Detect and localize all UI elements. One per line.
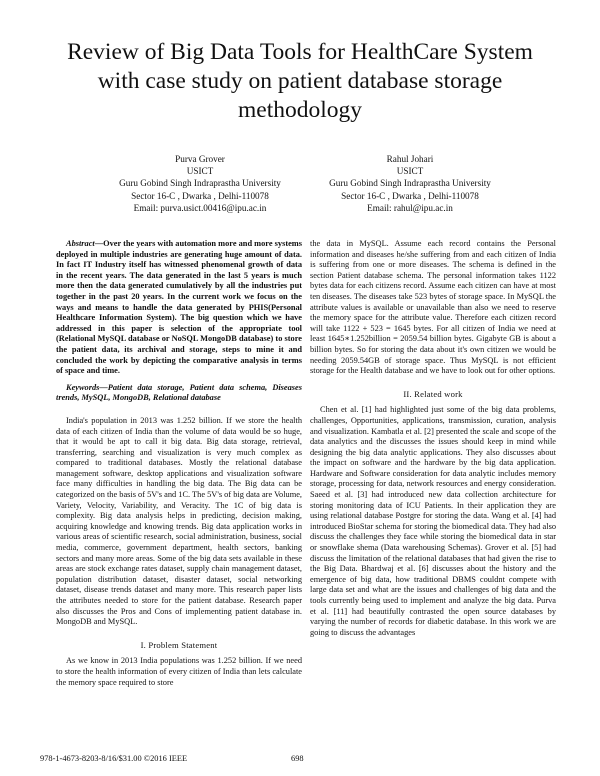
author-block-2 bbox=[290, 153, 530, 214]
right-column bbox=[310, 239, 556, 638]
author-org: USICT bbox=[396, 166, 424, 177]
problem-paragraph: As we know in 2013 India populations was 1.252 billion. If we need to store the health information of every citizen of India than lets calculate the memory space required to store bbox=[56, 656, 302, 687]
title-line-1: Review of Big Data Tools for HealthCare System bbox=[67, 39, 533, 65]
page-number: 698 bbox=[291, 754, 304, 763]
author-university: Guru Gobind Singh Indraprastha University bbox=[119, 178, 281, 189]
section-heading-problem: I. Problem Statement bbox=[140, 639, 218, 650]
author-address: Sector 16-C , Dwarka , Delhi-110078 bbox=[131, 190, 269, 201]
keywords-label: Keywords bbox=[66, 382, 100, 392]
author-name: Purva Grover bbox=[175, 154, 225, 164]
author-email: Email: purva.usict.00416@ipu.ac.in bbox=[133, 202, 267, 213]
title-line-3: methodology bbox=[237, 97, 363, 123]
keywords-text: —Patient data storage, Patient data schema, Diseases trends, MySQL, MongoDB, Relational database bbox=[56, 382, 302, 403]
paper-title bbox=[40, 38, 560, 125]
footer-isbn: 978-1-4673-8203-8/16/$31.00 ©2016 IEEE bbox=[40, 754, 188, 763]
problem-paragraph-continued: the data in MySQL. Assume each record contains the Personal information and diseases he/she suffering from and each citizen of India is suffering from one or more diseases. The schema is defined in the section Patient database schema. The personal information takes 1122 bytes data for each citizens record. Assume each citizen can have at most ten diseases. The diseases take 523 bytes of storage space. In MySQL the attribute values is available or unavailable than also we need to reserve the memory space for the attribute value. Therefore each citizen record will take 1122 + 523 = 1645 bytes. For all citizen of India we need at least 1645∗1.252billion = 2059.54 billion bytes. Gigabyte GB is about a billion bytes. So for storing the data about it's own citizen we would be needing 2059.54GB of storage space. Thus MySQL is not efficient storage for the Health database and we have to look out for other options. bbox=[310, 239, 556, 376]
related-work-paragraph: Chen et al. [1] had highlighted just some of the big data problems, challenges, Opportunities, applications, transmission, curation, analysis and visualization. Kambatla et al. [2] presented the scale and scope of the data analytics and the discusses the issues should keep in mind while designing the big data analytic applications. They also discusses about the impact on software and the hardware by the big data application. Hardware and Software consideration for data analytic includes memory storage, processing for data, network resources and energy consideration. Saeed et al. [3] had introduced new data collection architecture for storing monitoring data of ICU Patients. In their application they are using relational database Postgre for storing the data. Wang et al. [4] had introduced BioStar schema for storing the biomedical data. They had also discuss the challenges they face while storing the biomedical data in star or snowflake shema (Data warehousing Schemas). Grover et al. [5] had discuss the limitation of the relational databases that had given the rise to the Big Data. Bhardwaj et al. [6] discusses about the history and the emergence of big data, how traditional DBMS couldnt compete with large data set and what are the issues and challenges of big data and the tools currently being used to implement and analyze the big data. Purva et al. [11] had beautifully contrasted the open source databases by varying the number of records for diabetic database. In this work we are going to discuss the advantages bbox=[310, 405, 556, 637]
author-org: USICT bbox=[186, 166, 214, 177]
intro-paragraph: India's population in 2013 was 1.252 billion. If we store the health data of each citizen of India than the volume of data would be so huge, that it would be apt to call it big data. Big data storage, retrieval, transferring, searching and visualization is very much complex as compared to traditional databases. Mostly the relational database management software, desktop applications and visualization software face many difficulties in handling the big data. The Big data can be categorized on the basis of 5V's and 1C. The 5V's of big data are Volume, Variety, Velocity, Variability, and Veracity. The 1C of big data is complexity. Big data analysis helps in predicting, decision making, acquiring knowledge and knowing trends. Big data application works in various areas of scientific research, social administration, business, social media, commerce, government department, health sectors, banking sectors and many more areas. Some of the big data sets available in these areas are stock exchange rates dataset, supply chain management dataset, population distribution dataset, disaster dataset, social networking dataset, disease trends dataset and many more. This research paper lists the attributes needed to store for the patient database. Research paper also discusses the Pros and Cons of implementing patient database in. MongoDB and MySQL. bbox=[56, 415, 302, 627]
abstract-text: —Over the years with automation more and more systems deployed in multiple industries are generating huge amount of data. In fact IT Industry itself has witnessed phenomenal growth of data in the recent years. The data generated in the last 5 years is much more then the data generated cumulatively by all the industries put together in the past 20 years. In the current work we focus on the ways and means to handle the data generated by PHIS(Personal Healthcare Information System). The big question which we have addressed in this paper is selection of the appropriate tool (Relational MySQL database or NoSQL MongoDB database) to store the patient data, its archival and storage, steps to mine it and concluded the work by depicting the comparative analysis in terms of space and time. bbox=[56, 239, 302, 376]
keywords bbox=[56, 383, 302, 404]
author-name: Rahul Johari bbox=[386, 154, 434, 164]
abstract-label: Abstract bbox=[66, 239, 95, 248]
author-block-1 bbox=[80, 153, 320, 214]
abstract bbox=[56, 239, 302, 377]
section-heading-related: II. Related work bbox=[403, 388, 463, 399]
author-address: Sector 16-C , Dwarka , Delhi-110078 bbox=[341, 190, 479, 201]
left-column bbox=[56, 239, 302, 688]
title-line-2: with case study on patient database storage bbox=[97, 68, 503, 94]
author-university: Guru Gobind Singh Indraprastha University bbox=[329, 178, 491, 189]
author-email: Email: rahul@ipu.ac.in bbox=[367, 202, 453, 213]
